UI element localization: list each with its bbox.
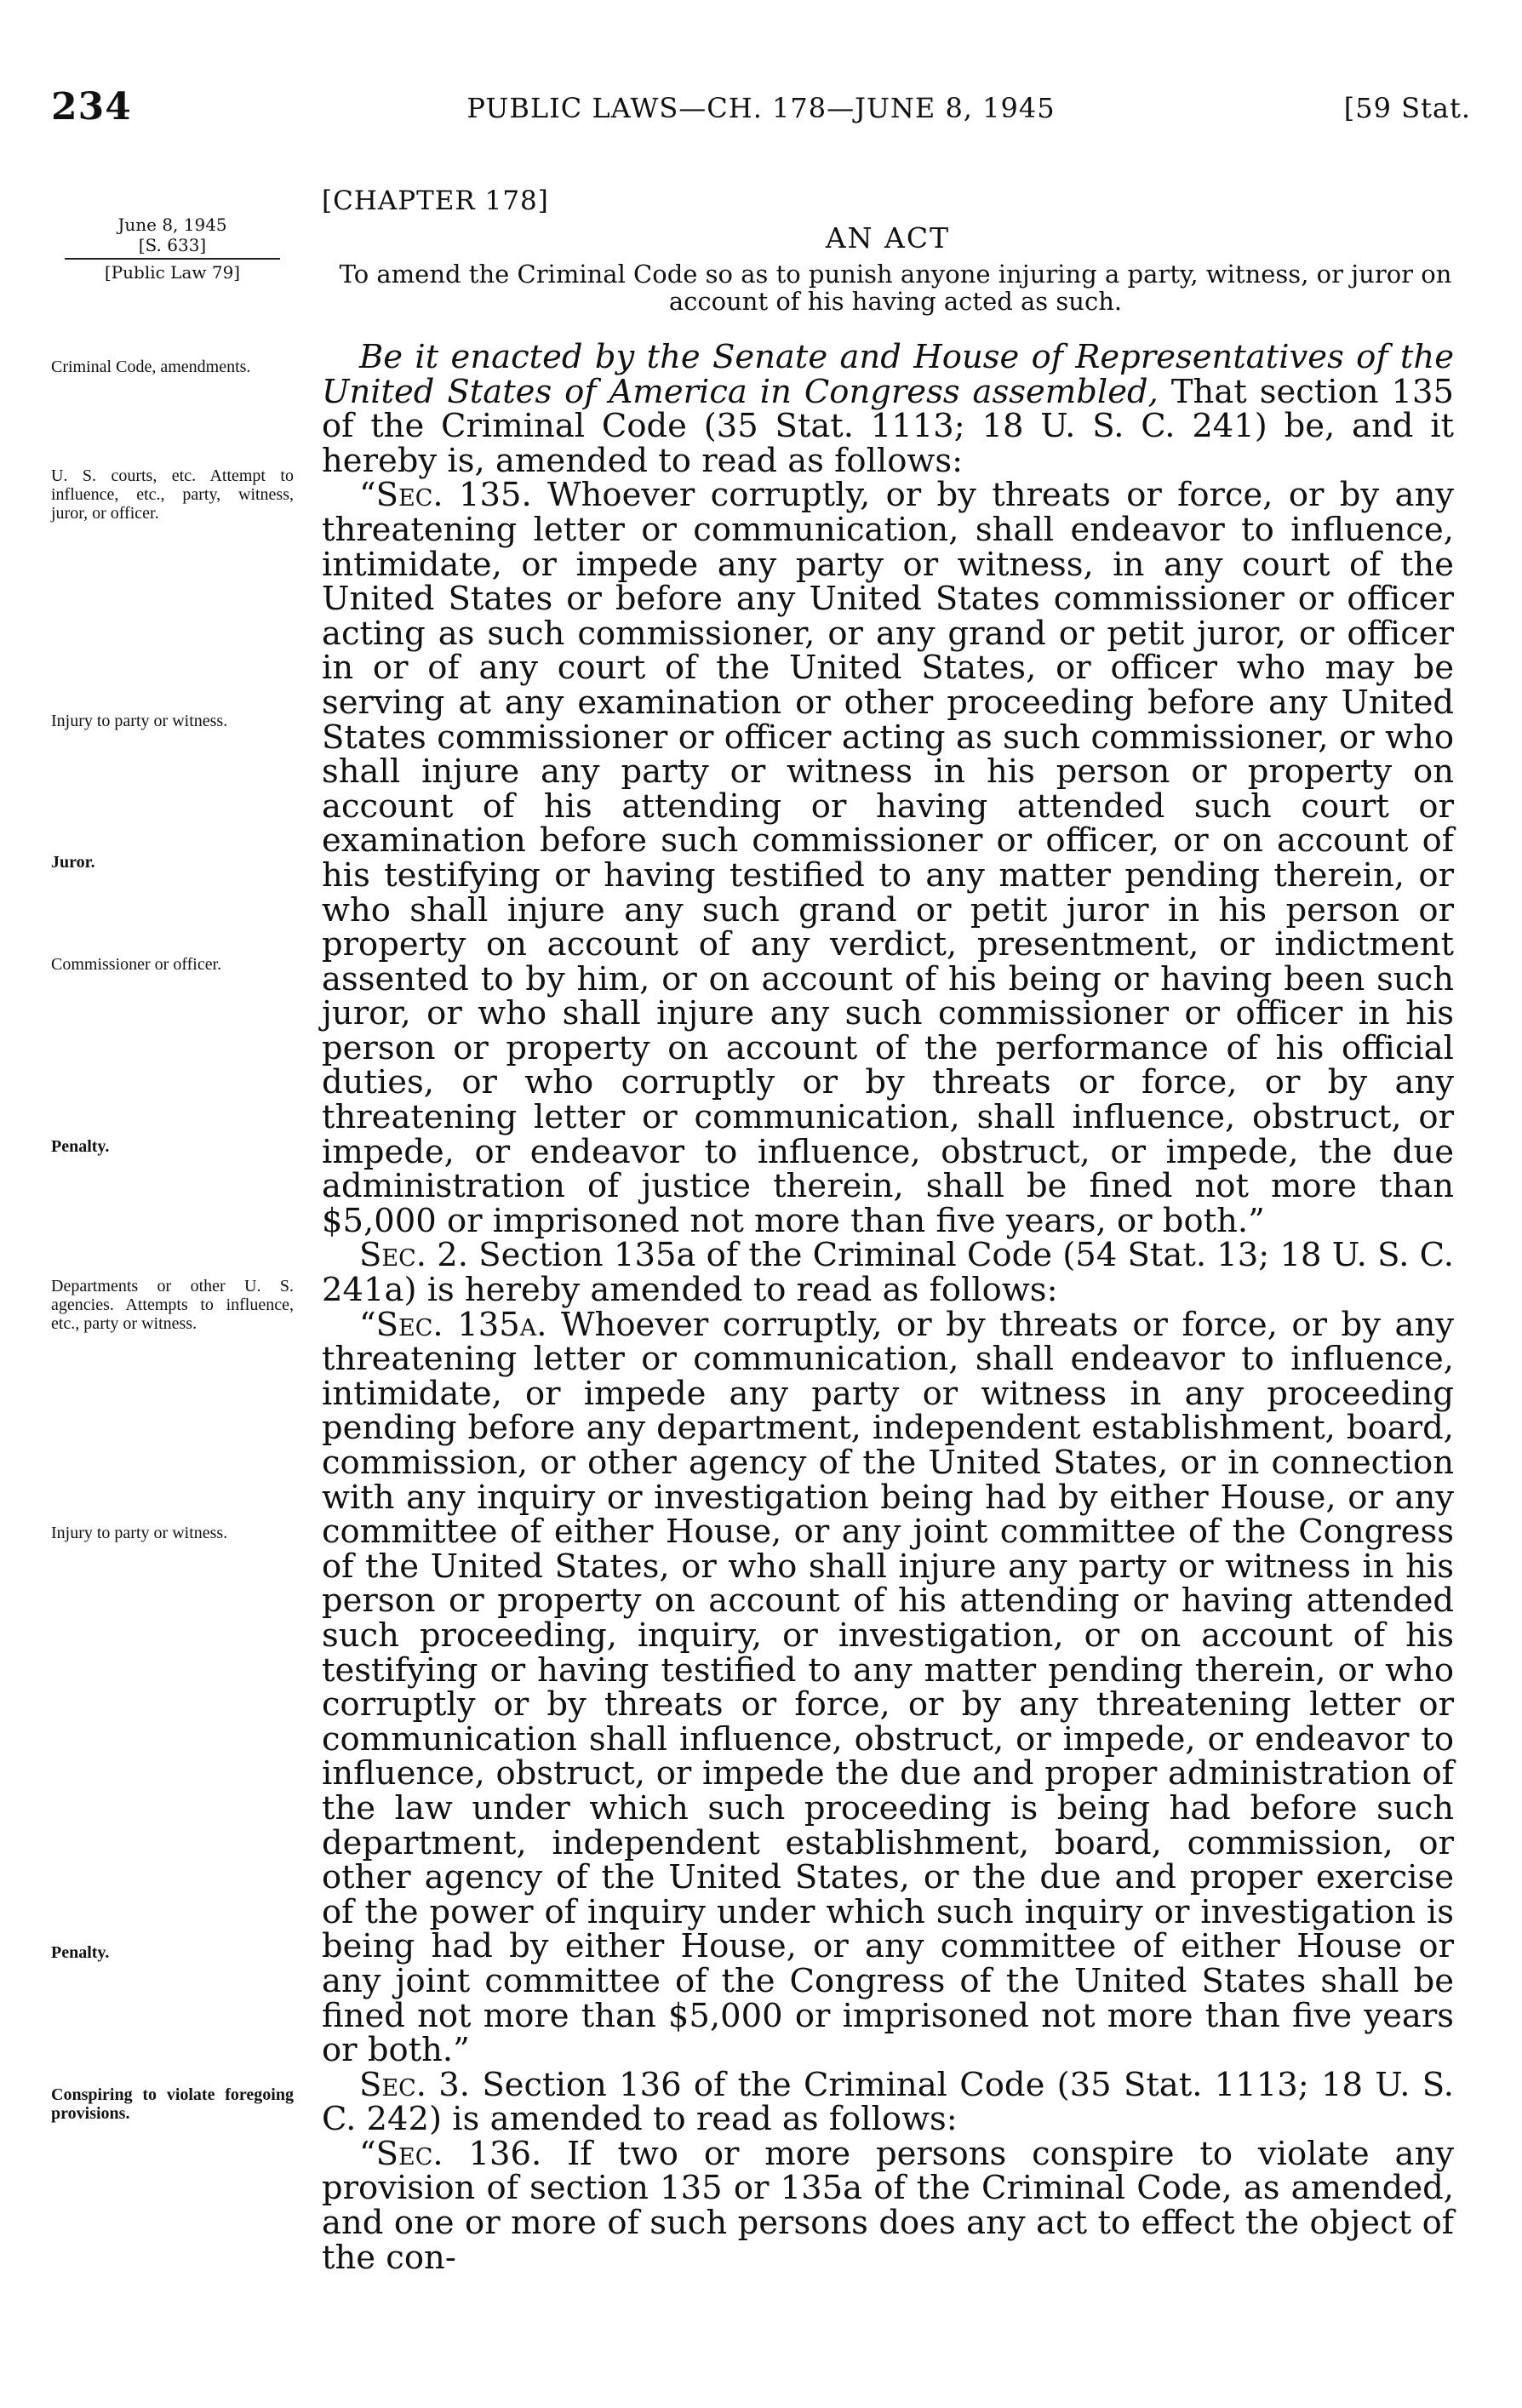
marginal-date-block: [51, 214, 294, 283]
margin-note-injury-party-witness-2: Injury to party or witness.: [51, 1524, 228, 1542]
section-135a-text: Whoever corruptly, or by threats or force, or by any threatening letter or communication, shall endeavor to influence, intimidate, or impede any party or witness in any proceeding pending before any department, independent establishment, board, commission, or other agency of the United States, or in connection with any inquiry or investigation being had by either House, or any committee of either House, or any joint committee of the Congress of the United States, or who shall injure any party or witness in his person or property on account of his attending or having attended such proceeding, inquiry, or investigation, or on account of his testifying or having testified to any matter pending therein, or who corruptly or by threats or force, or by any threatening letter or communication shall influence, obstruct, or impede, or endeavor to influence, obstruct, or impede the due and proper administration of the law under which such proceeding is being had before such department, independent establishment, board, commission, or other agency of the United States, or the due and proper exercise of the power of inquiry under which such inquiry or investigation is being had by either House, or any committee of either House or any joint committee of the Congress of the United States shall be fined not more than $5,000 or imprisoned not more than five years or both.”: [322, 1305, 1455, 2070]
bill-number: [S. 633]: [138, 235, 207, 255]
margin-note-penalty-2: Penalty.: [51, 1943, 110, 1962]
margin-note-juror: Juror.: [51, 853, 95, 872]
section-135a-paragraph: [322, 1305, 1455, 2070]
section-136-label: “Sec. 136.: [359, 2134, 542, 2173]
section-136-paragraph: [322, 2134, 1454, 2277]
section-135-text: Whoever corruptly, or by threats or force, or by any threatening letter or communication, shall endeavor to influence, intimidate, or impede any party or witness, in any court of the United States or before any United States commissioner or officer acting as such commissioner, or any grand or petit juror, or officer in or of any court of the United States, or officer who may be serving at any examination or other proceeding before any United States commissioner or officer acting as such commissioner, or who shall injure any party or witness in his person or property on account of his attending or having attended such court or examination before such commissioner or officer, or on account of his testifying or having testified to any matter pending therein, or who shall injure any such grand or petit juror in his person or property on account of any verdict, presentment, or indictment assented to by him, or on account of his being or having been such juror, or who shall injure any such commissioner or officer in his person or property on account of the performance of his official duties, or who corruptly or by threats or force, or by any threatening letter or communication, shall influence, obstruct, or impede, or endeavor to influence, obstruct, or impede, the due administration of justice therein, shall be fined not more than $5,000 or imprisoned not more than five years, or both.”: [322, 476, 1454, 1240]
date-divider: [65, 258, 280, 260]
section-135a-label: “Sec. 135a.: [359, 1305, 547, 1344]
public-law-number: [Public Law 79]: [104, 262, 241, 283]
margin-note-departments: Departments or other U. S. agencies. Attempts to influence, etc., party or witness.: [51, 1277, 294, 1333]
act-title: AN ACT: [825, 221, 951, 255]
section-136-text: If two or more persons conspire to violate any provision of section 135 or 135a of the Criminal Code, as amended, and one or more of such persons does any act to effect the object of the con-: [322, 2134, 1454, 2277]
running-head: [51, 85, 1471, 136]
section-3-label: Sec. 3.: [359, 2065, 471, 2104]
margin-note-penalty: Penalty.: [51, 1137, 110, 1156]
act-body: [322, 340, 1454, 2275]
chapter-heading: [CHAPTER 178]: [322, 186, 549, 216]
volume-reference: [59 Stat.: [1343, 92, 1471, 124]
act-description: To amend the Criminal Code so as to punish anyone injuring a party, witness, or juror on account of his having acted as such.: [339, 260, 1452, 316]
section-135-paragraph: [322, 478, 1454, 1238]
enacting-paragraph-text: That section 135 of the Criminal Code (35 Stat. 1113; 18 U. S. C. 241) be, and it hereby is, amended to read as follows:: [322, 372, 1454, 480]
section-3-text: Section 136 of the Criminal Code (35 Stat. 1113; 18 U. S. C. 242) is amended to read as follows:: [322, 2065, 1454, 2139]
enacting-paragraph: [322, 340, 1454, 478]
margin-note-criminal-code: Criminal Code, amendments.: [51, 357, 251, 376]
margin-note-commissioner: Commissioner or officer.: [51, 955, 222, 974]
section-2-label: Sec. 2.: [359, 1236, 468, 1275]
section-135-label: “Sec. 135.: [359, 476, 532, 515]
page-number: 234: [51, 85, 132, 129]
running-title: PUBLIC LAWS—CH. 178—JUNE 8, 1945: [466, 92, 1056, 124]
section-2-paragraph: [322, 1236, 1454, 1310]
enacting-clause: Be it enacted by the Senate and House of Representatives of the United States of America in Congress assembled,: [322, 338, 1454, 411]
margin-note-attempt-to-influence: U. S. courts, etc. Attempt to influence, etc., party, witness, juror, or officer.: [51, 466, 294, 523]
margin-note-injury-party-witness: Injury to party or witness.: [51, 712, 228, 730]
margin-note-conspiring: Conspiring to violate foregoing provisions.: [51, 2085, 294, 2123]
enactment-date: June 8, 1945: [117, 214, 227, 235]
section-3-paragraph: [322, 2065, 1454, 2139]
section-2-text: Section 135a of the Criminal Code (54 Stat. 13; 18 U. S. C. 241a) is hereby amended to read as follows:: [322, 1236, 1454, 1310]
